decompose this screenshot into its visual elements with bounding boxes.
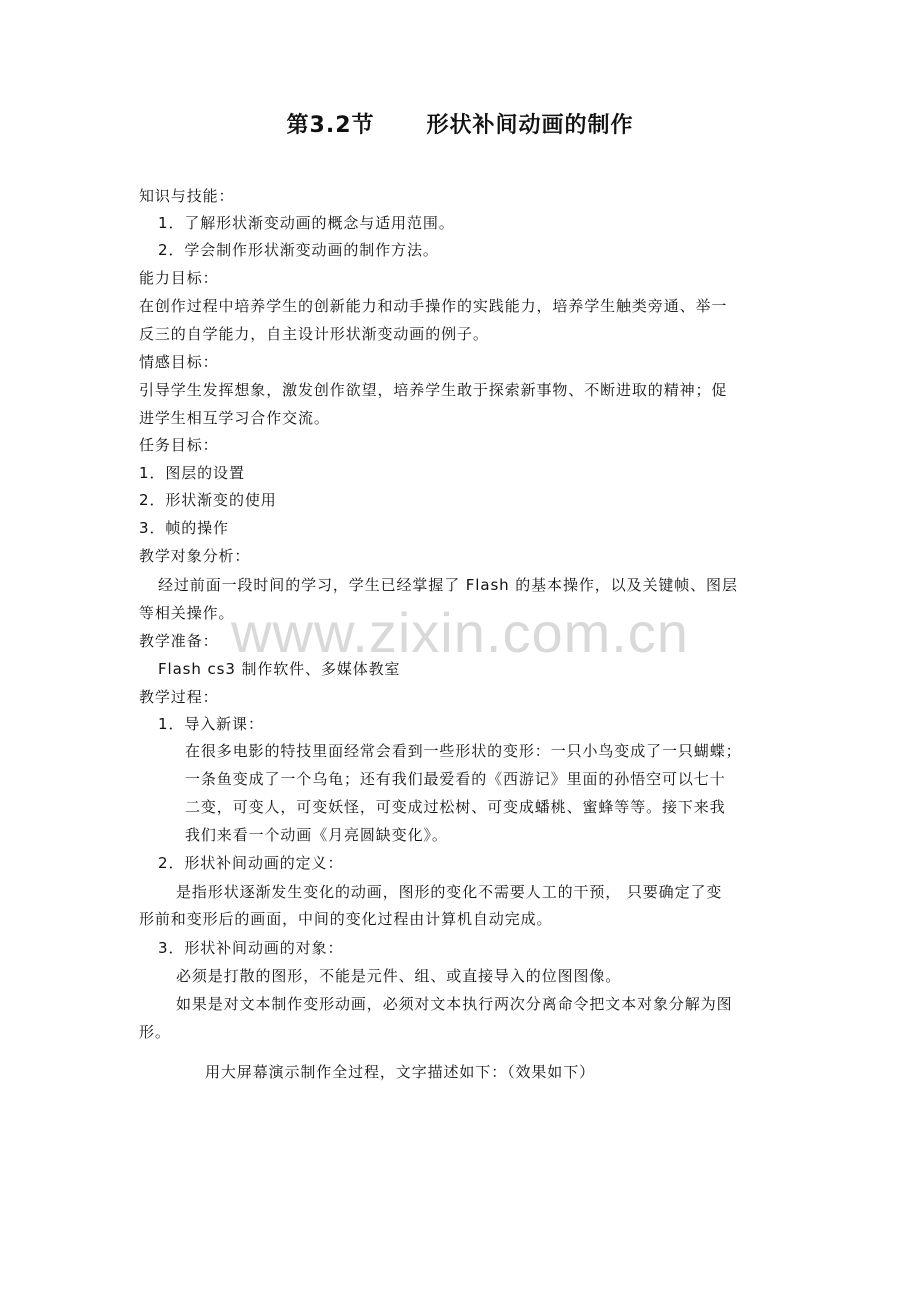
list-item: 3．帧的操作 [139,519,229,537]
list-item: 1．了解形状渐变动画的概念与适用范围。 [158,214,455,232]
section-heading-ability: 能力目标： [139,269,219,287]
list-item: 2．学会制作形状渐变动画的制作方法。 [158,241,439,259]
list-item: 1．导入新课： [158,715,264,733]
paragraph-line: 是指形状逐渐发生变化的动画，图形的变化不需要人工的干预， 只要确定了变 [176,883,723,901]
section-heading-emotion: 情感目标： [139,353,219,371]
section-heading-preparation: 教学准备： [139,632,219,650]
paragraph-line: 经过前面一段时间的学习，学生已经掌握了 Flash 的基本操作，以及关键帧、图层 [158,576,738,594]
paragraph-line: Flash cs3 制作软件、多媒体教室 [158,660,401,678]
paragraph-line: 在很多电影的特技里面经常会看到一些形状的变形：一只小鸟变成了一只蝴蝶； [185,742,742,760]
paragraph-line: 必须是打散的图形，不能是元件、组、或直接导入的位图图像。 [176,967,622,985]
paragraph-line: 二变，可变人，可变妖怪，可变成过松树、可变成蟠桃、蜜蜂等等。接下来我 [185,798,726,816]
list-item: 2．形状渐变的使用 [139,491,277,509]
paragraph-line: 一条鱼变成了一个乌龟；还有我们最爱看的《西游记》里面的孙悟空可以七十 [185,770,726,788]
paragraph-line: 用大屏幕演示制作全过程，文字描述如下：（效果如下） [205,1063,596,1081]
paragraph-line: 等相关操作。 [139,604,235,622]
paragraph-line: 进学生相互学习合作交流。 [139,409,330,427]
paragraph-line: 在创作过程中培养学生的创新能力和动手操作的实践能力，培养学生触类旁通、举一 [139,297,728,315]
paragraph-line: 引导学生发挥想象，激发创作欲望，培养学生敢于探索新事物、不断进取的精神；促 [139,381,728,399]
paragraph-line: 形。 [139,1023,171,1041]
paragraph-line: 我们来看一个动画《月亮圆缺变化》。 [185,826,448,844]
paragraph-line: 反三的自学能力，自主设计形状渐变动画的例子。 [139,325,489,343]
paragraph-line: 如果是对文本制作变形动画，必须对文本执行两次分离命令把文本对象分解为图 [176,995,733,1013]
section-heading-knowledge: 知识与技能： [139,187,235,205]
page-title: 第3.2节 形状补间动画的制作 [286,113,634,138]
section-heading-analysis: 教学对象分析： [139,547,251,565]
list-item: 1．图层的设置 [139,464,245,482]
list-item: 3．形状补间动画的对象： [158,939,344,957]
section-heading-task: 任务目标： [139,436,219,454]
list-item: 2．形状补间动画的定义： [158,854,344,872]
watermark: www.zixin.com.cn [231,601,689,664]
section-heading-process: 教学过程： [139,688,219,706]
paragraph-line: 形前和变形后的画面，中间的变化过程由计算机自动完成。 [139,910,553,928]
